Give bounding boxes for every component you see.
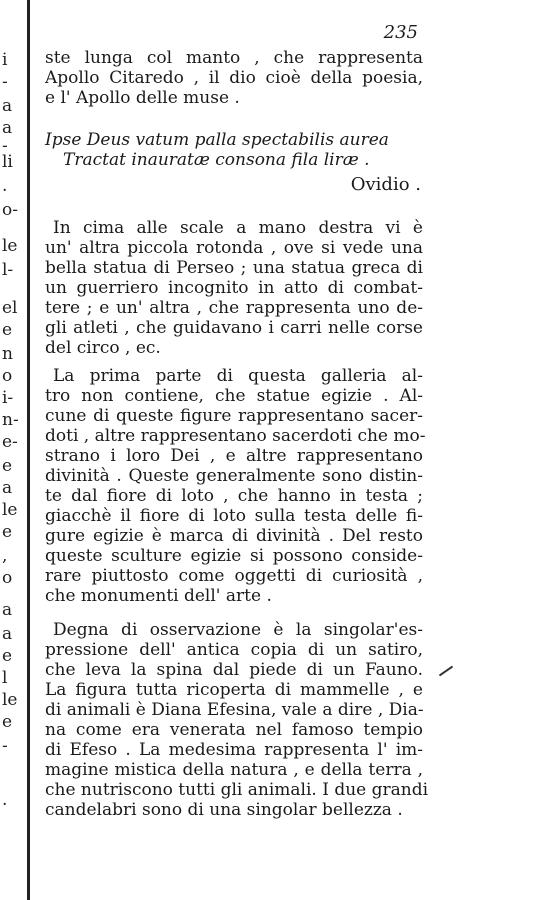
margin-fragment: n-: [2, 410, 19, 430]
text-line: bella statua di Perseo ; una statua greca di: [45, 258, 423, 278]
margin-fragment: a: [2, 600, 13, 620]
text-line: e l' Apollo delle muse .: [45, 88, 240, 108]
text-line: queste sculture egizie si possono conside-: [45, 546, 423, 566]
text-line: che leva la spina dal piede di un Fauno.: [45, 660, 423, 680]
margin-fragment: e: [2, 522, 13, 542]
margin-fragment: -: [2, 72, 8, 92]
text-line: cune di queste figure rappresentano sacer-: [45, 406, 423, 426]
text-line: strano i loro Dei , e altre rappresentano: [45, 446, 423, 466]
quote-line: Tractat inauratæ consona fila liræ .: [63, 150, 370, 170]
text-line: tere ; e un' altra , che rappresenta uno de-: [45, 298, 423, 318]
margin-fragment: e: [2, 646, 13, 666]
margin-fragment: li: [2, 152, 13, 172]
text-line: pressione dell' antica copia di un satiro,: [45, 640, 423, 660]
text-line: doti , altre rappresentano sacerdoti che mo-: [45, 426, 426, 446]
text-line: di Efeso . La medesima rappresenta l' im-: [45, 740, 423, 760]
pencil-mark: [439, 666, 453, 677]
margin-fragment: i: [2, 50, 8, 70]
text-line: divinità . Queste generalmente sono distin-: [45, 466, 423, 486]
margin-fragment: a: [2, 118, 13, 138]
margin-fragment: -: [2, 136, 8, 156]
text-line: del circo , ec.: [45, 338, 161, 358]
margin-fragment: e: [2, 712, 13, 732]
text-line: gure egizie è marca di divinità . Del resto: [45, 526, 423, 546]
margin-fragment: i-: [2, 388, 14, 408]
text-line: gli atleti , che guidavano i carri nelle corse: [45, 318, 423, 338]
margin-fragment: .: [2, 790, 8, 810]
text-line: di animali è Diana Efesina, vale a dire , Dia-: [45, 700, 424, 720]
text-line: La prima parte di questa galleria al-: [53, 366, 423, 386]
text-line: magine mistica della natura , e della terra ,: [45, 760, 423, 780]
facing-page-margin: [0, 0, 24, 900]
paragraph-1: [45, 218, 423, 358]
binding-gutter: [27, 0, 30, 900]
margin-fragment: a: [2, 624, 13, 644]
text-line: candelabri sono di una singolar bellezza .: [45, 800, 403, 820]
margin-fragment: o-: [2, 200, 18, 220]
margin-fragment: e: [2, 320, 13, 340]
margin-fragment: a: [2, 96, 13, 116]
paragraph-2: [45, 366, 426, 606]
text-line: rare piuttosto come oggetti di curiosità ,: [45, 566, 423, 586]
margin-fragment: .: [2, 176, 8, 196]
continuation-text: [45, 48, 423, 108]
margin-fragment: n: [2, 344, 13, 364]
text-line: tro non contiene, che statue egizie . Al-: [45, 386, 423, 406]
latin-quote: [45, 130, 423, 170]
quote-line: Ipse Deus vatum palla spectabilis aurea: [45, 130, 389, 150]
text-line: giacchè il fiore di loto sulla testa delle fi-: [45, 506, 423, 526]
margin-fragment: le: [2, 690, 18, 710]
margin-fragment: ,: [2, 546, 8, 566]
text-line: un' altra piccola rotonda , ove si vede una: [45, 238, 423, 258]
text-line: In cima alle scale a mano destra vi è: [53, 218, 423, 238]
text-line: na come era venerata nel famoso tempio: [45, 720, 423, 740]
text-line: che nutriscono tutti gli animali. I due grandi: [45, 780, 429, 800]
text-line: te dal fiore di loto , che hanno in testa ;: [45, 486, 423, 506]
margin-fragment: e: [2, 456, 13, 476]
margin-fragment: el: [2, 298, 18, 318]
text-line: Degna di osservazione è la singolar'es-: [53, 620, 423, 640]
text-line: un guerriero incognito in atto di combat-: [45, 278, 423, 298]
margin-fragment: o: [2, 568, 13, 588]
text-line: La figura tutta ricoperta di mammelle , e: [45, 680, 423, 700]
margin-fragment: l-: [2, 260, 14, 280]
text-line: Apollo Citaredo , il dio cioè della poesia,: [45, 68, 423, 88]
text-line: ste lunga col manto , che rappresenta: [45, 48, 423, 68]
margin-fragment: e-: [2, 432, 18, 452]
quote-attribution: Ovidio .: [350, 174, 421, 195]
margin-fragment: l: [2, 668, 8, 688]
margin-fragment: le: [2, 500, 18, 520]
page-number: 235: [383, 22, 418, 43]
margin-fragment: o: [2, 366, 13, 386]
margin-fragment: a: [2, 478, 13, 498]
margin-fragment: le: [2, 236, 18, 256]
text-line: che monumenti dell' arte .: [45, 586, 272, 606]
paragraph-3: [45, 620, 429, 820]
margin-fragment: -: [2, 736, 8, 756]
